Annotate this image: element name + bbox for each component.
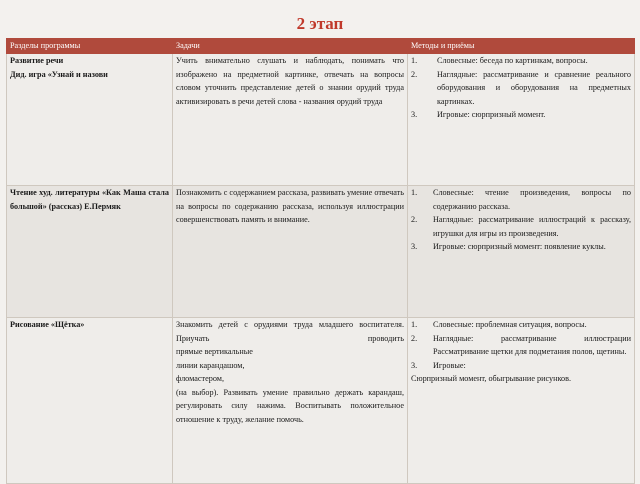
header-sections: Разделы программы	[7, 39, 173, 54]
header-tasks: Задачи	[173, 39, 408, 54]
table-row	[7, 186, 635, 318]
method-item: 2. Наглядные: рассматривание иллюстраций к рассказу, игрушки для игры из произведения.	[411, 215, 631, 238]
method-item: 3. Игровые: сюрпризный момент: появление куклы.	[411, 242, 606, 251]
header-methods: Методы и приёмы	[408, 39, 635, 54]
task-line: фломастером,	[176, 374, 224, 383]
methods-cell	[408, 318, 635, 484]
method-item: 3. Игровые: сюрпризный момент.	[411, 110, 546, 119]
table-row	[7, 318, 635, 484]
section-title: Развитие речи	[10, 56, 64, 65]
methods-cell	[408, 54, 635, 186]
method-item: 2. Наглядные: рассматривание иллюстрации Рассматривание щетки для подметания полов, щетины.	[411, 333, 631, 356]
section-subtitle: Дид. игра «Узнай и назови	[10, 69, 108, 79]
method-item: 2. Наглядные: рассматривание и сравнение реального оборудования и оборудования на предметных картинках.	[411, 69, 631, 106]
tasks-cell	[173, 318, 408, 484]
methods-tail: Сюрпризный момент, обыгрывание рисунков.	[411, 374, 572, 383]
methods-cell	[408, 186, 635, 318]
task-line: линии карандашом,	[176, 360, 245, 370]
tasks-cell: Учить внимательно слушать и наблюдать, понимать что изображено на предметной картинке, отвечать на вопросы словом уточнить представление детей о знании орудий труда активизировать в речи детей слова - названия орудий труда	[173, 54, 408, 186]
method-item: 3. Игровые:	[411, 360, 466, 370]
method-item: 1. Словесные: беседа по картинкам, вопросы.	[411, 56, 588, 65]
section-cell	[7, 54, 173, 186]
task-line: Знакомить детей с орудиями труда младшего воспитателя. Приучать проводить	[176, 320, 404, 343]
tasks-cell: Познакомить с содержанием рассказа, развивать умение отвечать на вопросы по содержанию рассказа, используя иллюстрации совершенствовать память и внимание.	[173, 186, 408, 318]
method-item: 1. Словесные: чтение произведения, вопросы по содержанию рассказа.	[411, 188, 631, 211]
program-table	[6, 38, 635, 484]
section-cell: Рисование «Щётка»	[7, 318, 173, 484]
slide-title: 2 этап	[296, 14, 344, 33]
task-line: прямые вертикальные	[176, 347, 253, 356]
task-line: (на выбор). Развивать умение правильно держать карандаш, регулировать силу нажима. Воспитывать положительное отношение к труду, желание помочь.	[176, 387, 404, 424]
section-cell: Чтение худ. литературы «Как Маша стала большой» (рассказ) Е.Пермяк	[7, 186, 173, 318]
method-item: 1. Словесные: проблемная ситуация, вопросы.	[411, 320, 587, 329]
table-row	[7, 54, 635, 186]
table-header-row	[7, 39, 635, 54]
